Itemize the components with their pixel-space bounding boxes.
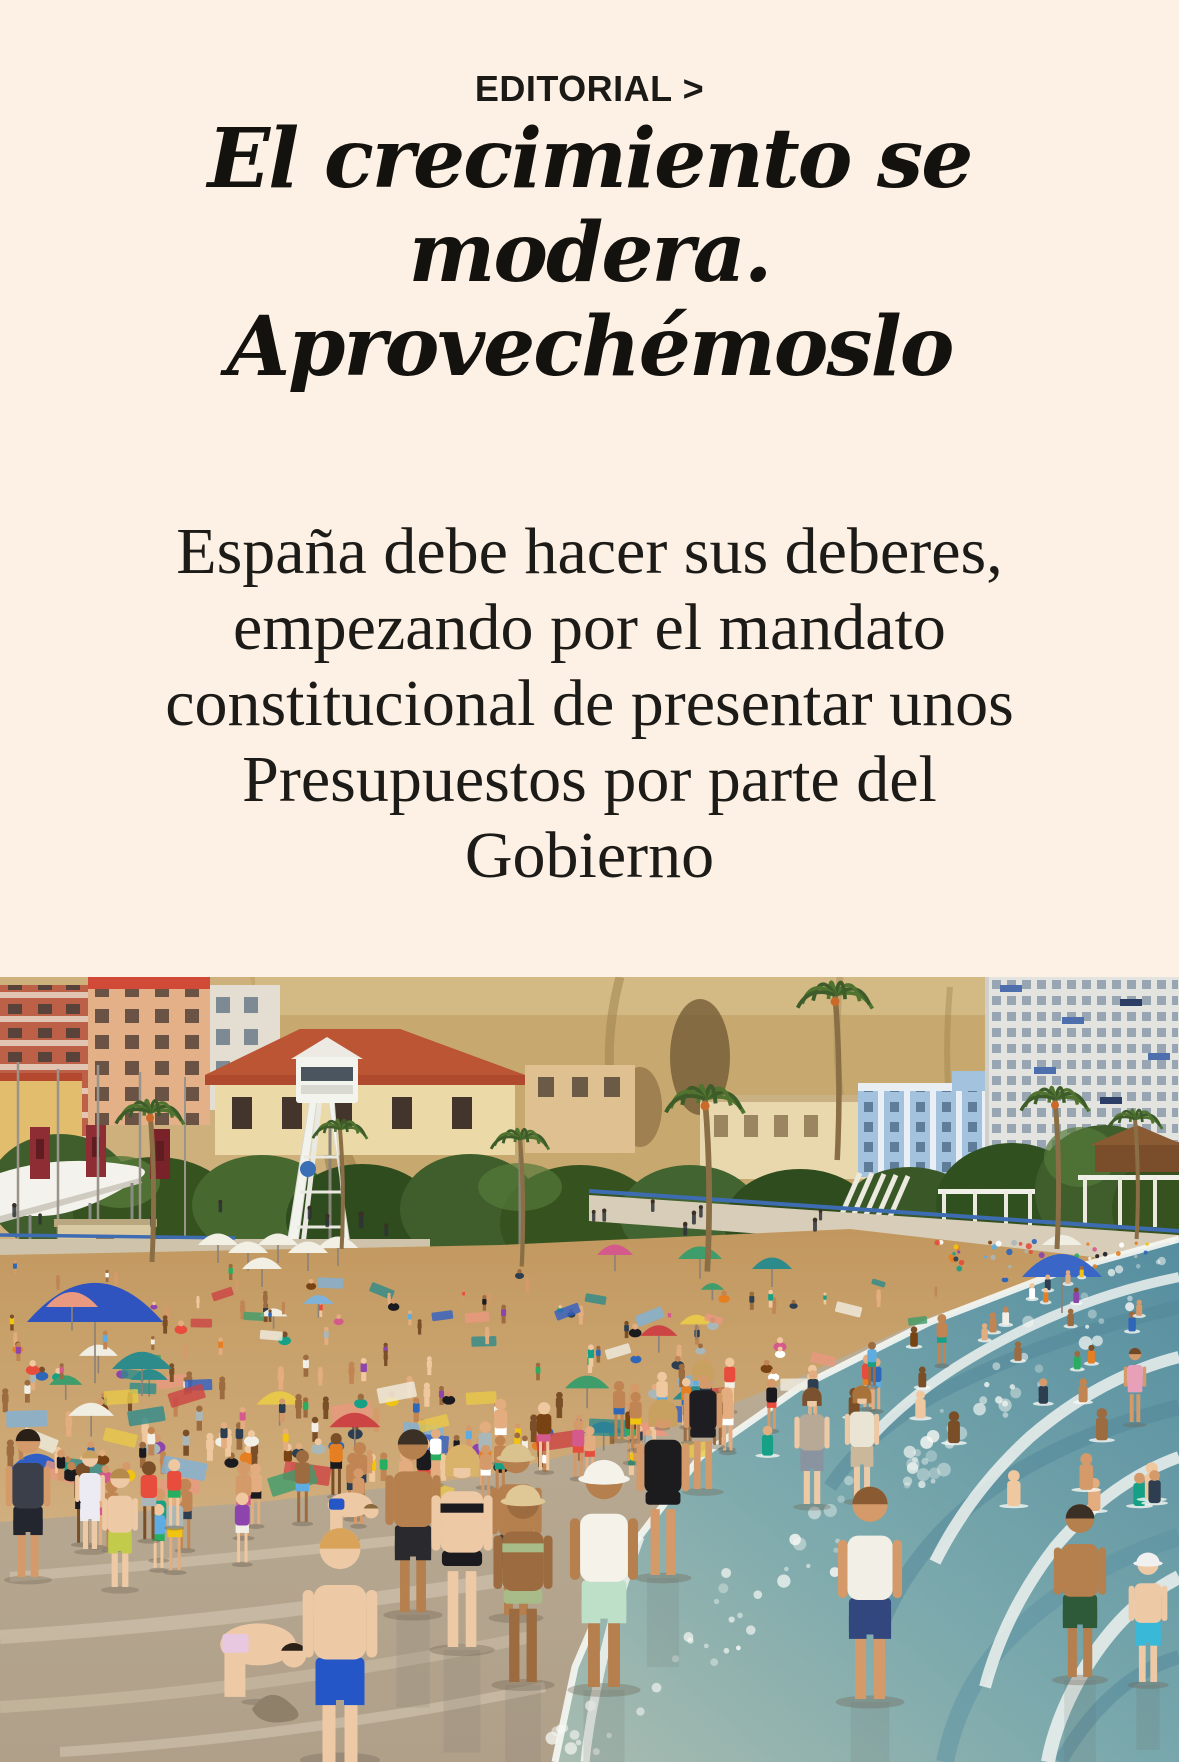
article-headline <box>40 112 1139 394</box>
headline-line: Aprovechémoslo <box>226 299 953 395</box>
kicker-editorial-link[interactable] <box>0 68 1179 110</box>
kicker-arrow: > <box>682 68 705 109</box>
subheadline-line: España debe hacer sus deberes, <box>176 515 1003 588</box>
subheadline-line: Gobierno <box>464 819 715 892</box>
headline-line: modera. <box>408 205 771 301</box>
kicker-label: EDITORIAL <box>474 68 673 109</box>
subheadline-line: empezando por el mandato <box>233 591 946 664</box>
subheadline-line: constitucional de presentar unos <box>165 667 1014 740</box>
headline-line: El crecimiento se <box>207 111 972 207</box>
article-photo <box>0 977 1179 1762</box>
beach-photo-illustration <box>0 977 1179 1762</box>
subheadline-line: Presupuestos por parte del <box>242 743 937 816</box>
article-subheadline <box>60 514 1119 894</box>
